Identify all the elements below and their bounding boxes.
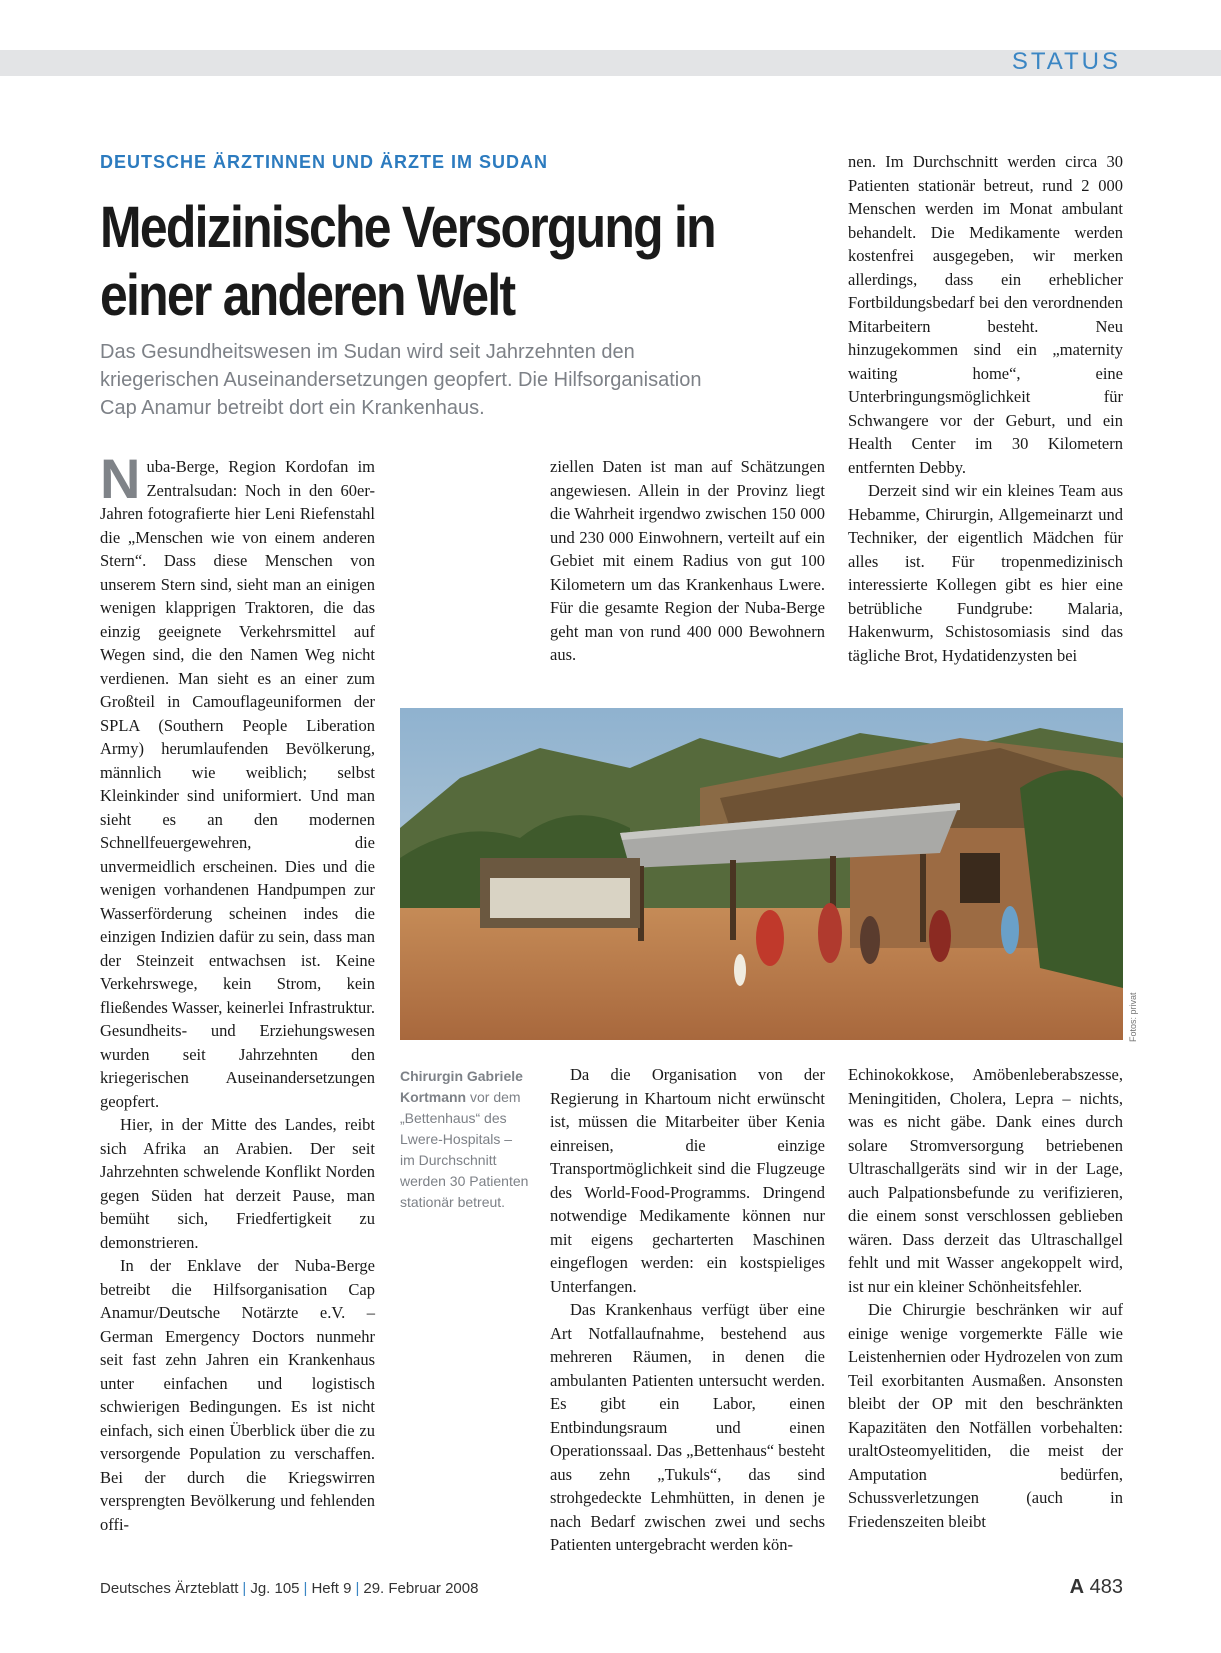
journal-date: 29. Februar 2008 — [363, 1580, 479, 1597]
article-kicker: DEUTSCHE ÄRZTINNEN UND ÄRZTE IM SUDAN — [100, 152, 548, 172]
journal-volume: Jg. 105 — [250, 1580, 300, 1597]
page-footer — [100, 1576, 1123, 1598]
page-prefix: A — [1069, 1576, 1085, 1598]
journal-issue: Heft 9 — [311, 1580, 352, 1597]
paragraph: Echinokokkose, Amöbenleberabszesse, Meningitiden, Cholera, Lepra – nichts, was es nicht gäbe. Dank eines durch solare Stromversorgung betriebenen Ultraschallgeräts sind wir in der Lage, auch Palpationsbefunde zu verifizieren, die einem sonst verschlossen geblieben wären. Dass derzeit das Ultraschallgel fehlt und mit Wasser angekoppelt wird, ist nur ein kleiner Schönheitsfehler. — [848, 1065, 1123, 1296]
footer-separator: | — [355, 1580, 360, 1597]
footer-separator: | — [242, 1580, 247, 1597]
paragraph: Hier, in der Mitte des Landes, reibt sich Afrika an Arabien. Der seit Jahrzehnten schwelende Konflikt Norden gegen Süden hat derzeit Pause, man bemüht sich, Friedfertigkeit zu demonstrieren. — [100, 1115, 375, 1252]
article-column-3-top — [848, 150, 1123, 667]
lead-line-1: Das Gesundheitswesen im Sudan wird seit Jahrzehnten den — [100, 341, 635, 363]
paragraph: nen. Im Durchschnitt werden circa 30 Patienten stationär betreut, rund 2 000 Menschen werden im Monat ambulant behandelt. Die Medikamente werden kostenfrei ausgegeben, wir merken allerdings, dass ein erheblicher Fortbildungsbedarf bei den verordnenden Mitarbeitern besteht. Neu hinzugekommen sind ein „maternity waiting home“, eine Unterbringungsmöglichkeit für Schwangere vor der Geburt, und ein Health Center im 30 Kilometern entfernten Debby. — [848, 152, 1123, 477]
article-lead — [100, 338, 820, 422]
photo-caption — [400, 1066, 530, 1213]
headline-line-2: einer anderen Welt — [100, 263, 515, 328]
caption-name: Chirurgin Gabriele Kortmann — [400, 1068, 523, 1105]
paragraph-text: uba-Berge, Region Kordofan im Zentralsudan: Noch in den 60er-Jahren fotografierte hier Leni Riefenstahl die „Menschen wie von einem anderen Stern“. Dass diese Menschen von unserem Stern sind, sieht man an einigen wenigen klapprigen Traktoren, die das einzig geeignete Verkehrsmittel auf Wegen sind, die den Namen Weg nicht verdienen. Man sieht es an einer zum Großteil in Camouflageuniformen der SPLA (Southern People Liberation Army) herumlaufenden Bevölkerung, männlich wie weiblich; selbst Kleinkinder sind uniformiert. Und man sieht es an den modernen Schnellfeuergewehren, die unvermeidlich erscheinen. Dies und die wenigen vorhandenen Handpumpen zur Wasserförderung scheinen indes die einzigen Indizien dafür zu sein, dass man der Steinzeit entwachsen ist. Keine Verkehrswege, kein Strom, kein fließendes Wasser, keinerlei Infrastruktur. Gesundheits- und Erziehungswesen wurden seit Jahrzehnten den kriegerischen Auseinandersetzungen geopfert. — [100, 457, 375, 1111]
photo-hospital-huts — [400, 708, 1123, 1040]
page-number-value: 483 — [1089, 1576, 1123, 1598]
paragraph: Da die Organisation von der Regierung in Khartoum nicht erwünscht ist, müssen die Mitarbeiter über Kenia einreisen, die einzige Transportmöglichkeit sind die Flugzeuge des World-Food-Programms. Dringend notwendige Medikamente können nur mit eigens gecharterten Maschinen eingeflogen werden: ein kostspieliges Unterfangen. — [550, 1065, 825, 1296]
section-label: STATUS — [1011, 48, 1121, 75]
lead-line-3: Cap Anamur betreibt dort ein Krankenhaus. — [100, 397, 485, 419]
article-column-2-top — [550, 455, 825, 667]
lead-line-2: kriegerischen Auseinandersetzungen geopfert. Die Hilfsorganisation — [100, 369, 702, 391]
paragraph: Das Krankenhaus verfügt über eine Art Notfallaufnahme, bestehend aus mehreren Räumen, in denen die ambulanten Patienten untersucht werden. Es gibt ein Labor, einen Entbindungsraum und einen Operationssaal. Das „Bettenhaus“ besteht aus zehn „Tukuls“, das sind strohgedeckte Lehmhütten, in denen je nach Bedarf zwischen zwei und sechs Patienten untergebracht werden kön- — [550, 1300, 825, 1554]
article-headline — [100, 194, 719, 330]
footer-separator: | — [303, 1580, 308, 1597]
paragraph: In der Enklave der Nuba-Berge betreibt die Hilfsorganisation Cap Anamur/Deutsche Notärzte e.V. – German Emergency Doctors nunmehr seit fast zehn Jahren ein Krankenhaus unter einfachen und logistisch schwierigen Bedingungen. Es ist nicht einfach, sich einen Überblick über die zu versorgende Population zu verschaffen. Bei der durch die Kriegswirren versprengten Bevölkerung und fehlenden offi- — [100, 1256, 375, 1534]
article-column-2-bottom — [550, 1063, 825, 1557]
article-photo — [400, 708, 1123, 1040]
paragraph: Derzeit sind wir ein kleines Team aus Hebamme, Chirurgin, Allgemeinarzt und Techniker, der eigentlich Mädchen für alles ist. Für tropenmedizinisch interessierte Kollegen gibt es hier eine betrübliche Fundgrube: Malaria, Hakenwurm, Schistosomiasis sind das tägliche Brot, Hydatidenzysten bei — [848, 481, 1123, 665]
page-number — [1070, 1576, 1123, 1599]
paragraph — [100, 447, 375, 1113]
headline-line-1: Medizinische Versorgung in — [100, 195, 715, 260]
article-column-3-bottom — [848, 1063, 1123, 1533]
journal-name: Deutsches Ärzteblatt — [100, 1580, 239, 1597]
article-column-1 — [100, 447, 375, 1555]
caption-text: vor dem „Bettenhaus“ des Lwere-Hospitals – im Durchschnitt werden 30 Patienten stationär betreut. — [400, 1089, 529, 1210]
paragraph: ziellen Daten ist man auf Schätzungen angewiesen. Allein in der Provinz liegt die Wahrheit irgendwo zwischen 150 000 und 230 000 Einwohnern, verteilt auf ein Gebiet mit einem Radius von gut 100 Kilometern um das Krankenhaus Lwere. Für die gesamte Region der Nuba-Berge geht man von rund 400 000 Bewohnern aus. — [550, 457, 825, 664]
photo-credit: Fotos: privat — [1128, 992, 1138, 1042]
drop-cap: N — [100, 447, 141, 510]
paragraph: Die Chirurgie beschränken wir auf einige wenige vorgemerkte Fälle wie Leistenhernien oder Hydrozelen von zum Teil exorbitanten Ausmaßen. Ansonsten bleibt der OP mit den beschränkten Kapazitäten den Notfällen vorbehalten: uraltOsteomyelitiden, die meist der Amputation bedürfen, Schussverletzungen (auch in Friedenszeiten bleibt — [848, 1300, 1123, 1531]
